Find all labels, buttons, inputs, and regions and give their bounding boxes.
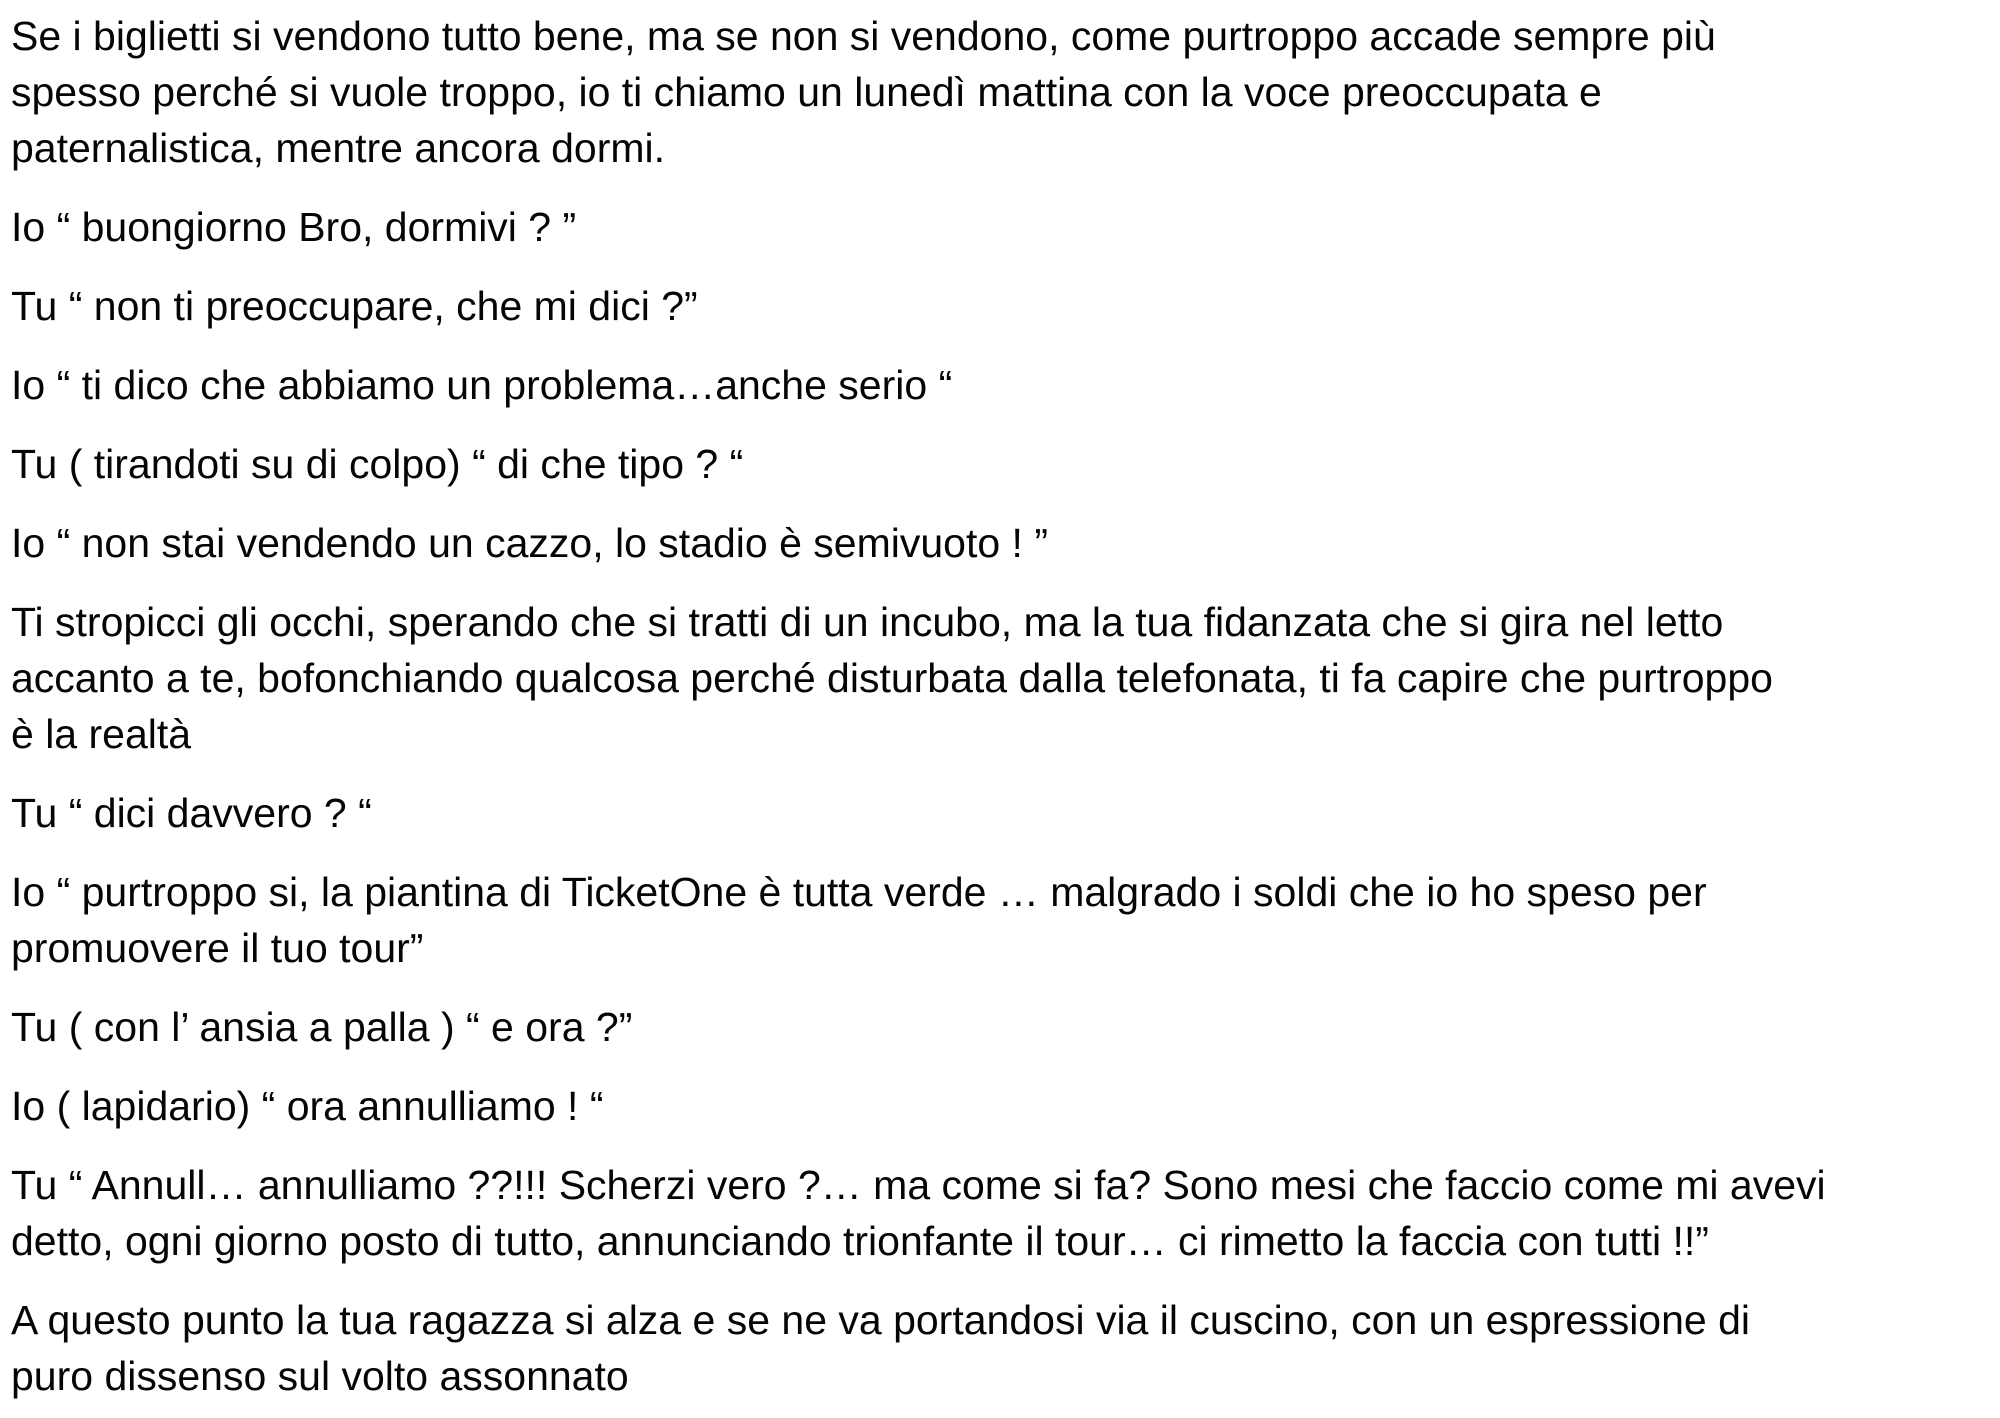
paragraph-intro: Se i biglietti si vendono tutto bene, ma se non si vendono, come purtroppo accade sempre più spesso perché si vuole troppo, io ti chiamo un lunedì mattina con la voce preoccupata e paternalistica, mentre ancora dormi. (11, 13, 1716, 171)
dialogue-line: Tu ( con l’ ansia a palla ) “ e ora ?” (11, 1004, 633, 1050)
narration-paragraph: A questo punto la tua ragazza si alza e se ne va portandosi via il cuscino, con un espressione di puro dissenso sul volto assonnato (11, 1297, 1751, 1399)
dialogue-line: Tu “ dici davvero ? “ (11, 790, 372, 836)
dialogue-line: Io “ purtroppo si, la piantina di TicketOne è tutta verde … malgrado i soldi che io ho speso per promuovere il tuo tour” (11, 869, 1707, 971)
dialogue-line: Tu ( tirandoti su di colpo) “ di che tipo ? “ (11, 441, 744, 487)
dialogue-line: Io ( lapidario) “ ora annulliamo ! “ (11, 1083, 604, 1129)
dialogue-line: Io “ buongiorno Bro, dormivi ? ” (11, 204, 577, 250)
dialogue-line: Tu “ Annull… annulliamo ??!!! Scherzi vero ?… ma come si fa? Sono mesi che faccio come mi avevi detto, ogni giorno posto di tutto, annunciando trionfante il tour… ci rimetto la faccia con tutti !!” (11, 1162, 1826, 1264)
dialogue-line: Tu “ non ti preoccupare, che mi dici ?” (11, 283, 698, 329)
dialogue-line: Io “ ti dico che abbiamo un problema…anche serio “ (11, 362, 953, 408)
narration-paragraph: Ti stropicci gli occhi, sperando che si tratti di un incubo, ma la tua fidanzata che si gira nel letto accanto a te, bofonchiando qualcosa perché disturbata dalla telefonata, ti fa capire che purtroppo è la realtà (11, 599, 1773, 757)
dialogue-line: Io “ non stai vendendo un cazzo, lo stadio è semivuoto ! ” (11, 520, 1048, 566)
